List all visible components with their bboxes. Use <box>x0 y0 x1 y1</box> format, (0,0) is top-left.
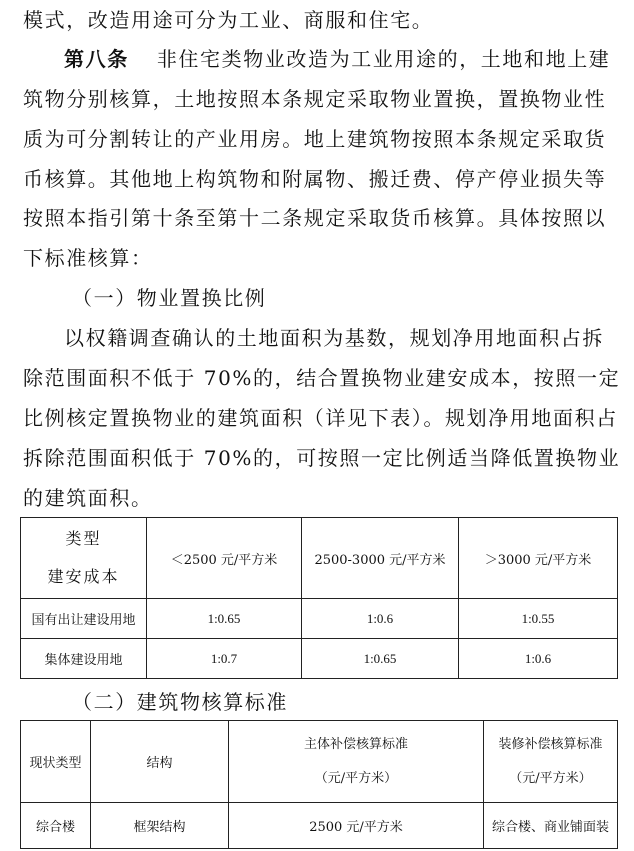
table-row <box>21 803 618 849</box>
paragraph-line: 按照本指引第十条至第十二条规定采取货币核算。具体按照以 <box>23 206 607 230</box>
column-header: 2500-3000 元/平方米 <box>302 518 459 599</box>
paragraph-line: 质为可分割转让的产业用房。地上建筑物按照本条规定采取货 <box>23 127 607 151</box>
paragraph-line: 模式，改造用途可分为工业、商服和住宅。 <box>23 8 434 32</box>
row-label: 国有出让建设用地 <box>21 599 147 639</box>
corner-label-cost: 建安成本 <box>47 567 120 586</box>
column-header: ＜2500 元/平方米 <box>147 518 302 599</box>
paragraph-line: 筑物分别核算，土地按照本条规定采取物业置换，置换物业性 <box>23 87 607 111</box>
ratio-cell: 1:0.55 <box>459 599 618 639</box>
replacement-ratio-table <box>20 517 618 679</box>
cell-main-standard: 2500 元/平方米 <box>229 803 484 849</box>
ratio-cell: 1:0.7 <box>147 639 302 679</box>
header-type: 现状类型 <box>21 721 91 803</box>
cell-structure: 框架结构 <box>91 803 229 849</box>
table-row <box>21 599 618 639</box>
header-main-line2: （元/平方米） <box>314 770 398 786</box>
ratio-cell: 1:0.6 <box>302 599 459 639</box>
table-header-row <box>21 518 618 599</box>
paragraph-line: 非住宅类物业改造为工业用途的，土地和地上建 <box>156 47 611 71</box>
paragraph-line: 以权籍调查确认的土地面积为基数，规划净用地面积占拆 <box>64 326 604 350</box>
row-label: 集体建设用地 <box>21 639 147 679</box>
paragraph-line: 除范围面积不低于 70%的，结合置换物业建安成本，按照一定 <box>23 366 621 390</box>
paragraph-line: 的建筑面积。 <box>23 486 153 510</box>
ratio-cell: 1:0.65 <box>302 639 459 679</box>
column-header: ＞3000 元/平方米 <box>459 518 618 599</box>
article-label: 第八条 <box>64 47 129 71</box>
building-standard-table <box>20 720 618 849</box>
article-heading-line <box>64 47 610 71</box>
cell-type: 综合楼 <box>21 803 91 849</box>
header-deco-standard <box>484 721 618 803</box>
corner-label-type: 类型 <box>65 529 102 548</box>
cell-deco-standard: 综合楼、商业铺面装 <box>484 803 618 849</box>
section-title-1: （一）物业置换比例 <box>72 286 267 310</box>
header-deco-line1: 装修补偿核算标准 <box>498 736 603 752</box>
table-header-row <box>21 721 618 803</box>
paragraph-line: 下标准核算： <box>23 246 153 270</box>
section-title-2: （二）建筑物核算标准 <box>72 690 288 714</box>
header-main-line1: 主体补偿核算标准 <box>303 736 408 752</box>
paragraph-line: 比例核定置换物业的建筑面积（详见下表）。规划净用地面积占 <box>23 406 618 430</box>
ratio-cell: 1:0.6 <box>459 639 618 679</box>
paragraph-line: 拆除范围面积低于 70%的，可按照一定比例适当降低置换物业 <box>23 446 621 470</box>
ratio-cell: 1:0.65 <box>147 599 302 639</box>
header-deco-line2: （元/平方米） <box>509 770 592 786</box>
table-row <box>21 639 618 679</box>
header-main-standard <box>229 721 484 803</box>
header-structure: 结构 <box>91 721 229 803</box>
table-corner-cell <box>21 518 147 599</box>
paragraph-line: 币核算。其他地上构筑物和附属物、搬迁费、停产停业损失等 <box>23 167 607 191</box>
